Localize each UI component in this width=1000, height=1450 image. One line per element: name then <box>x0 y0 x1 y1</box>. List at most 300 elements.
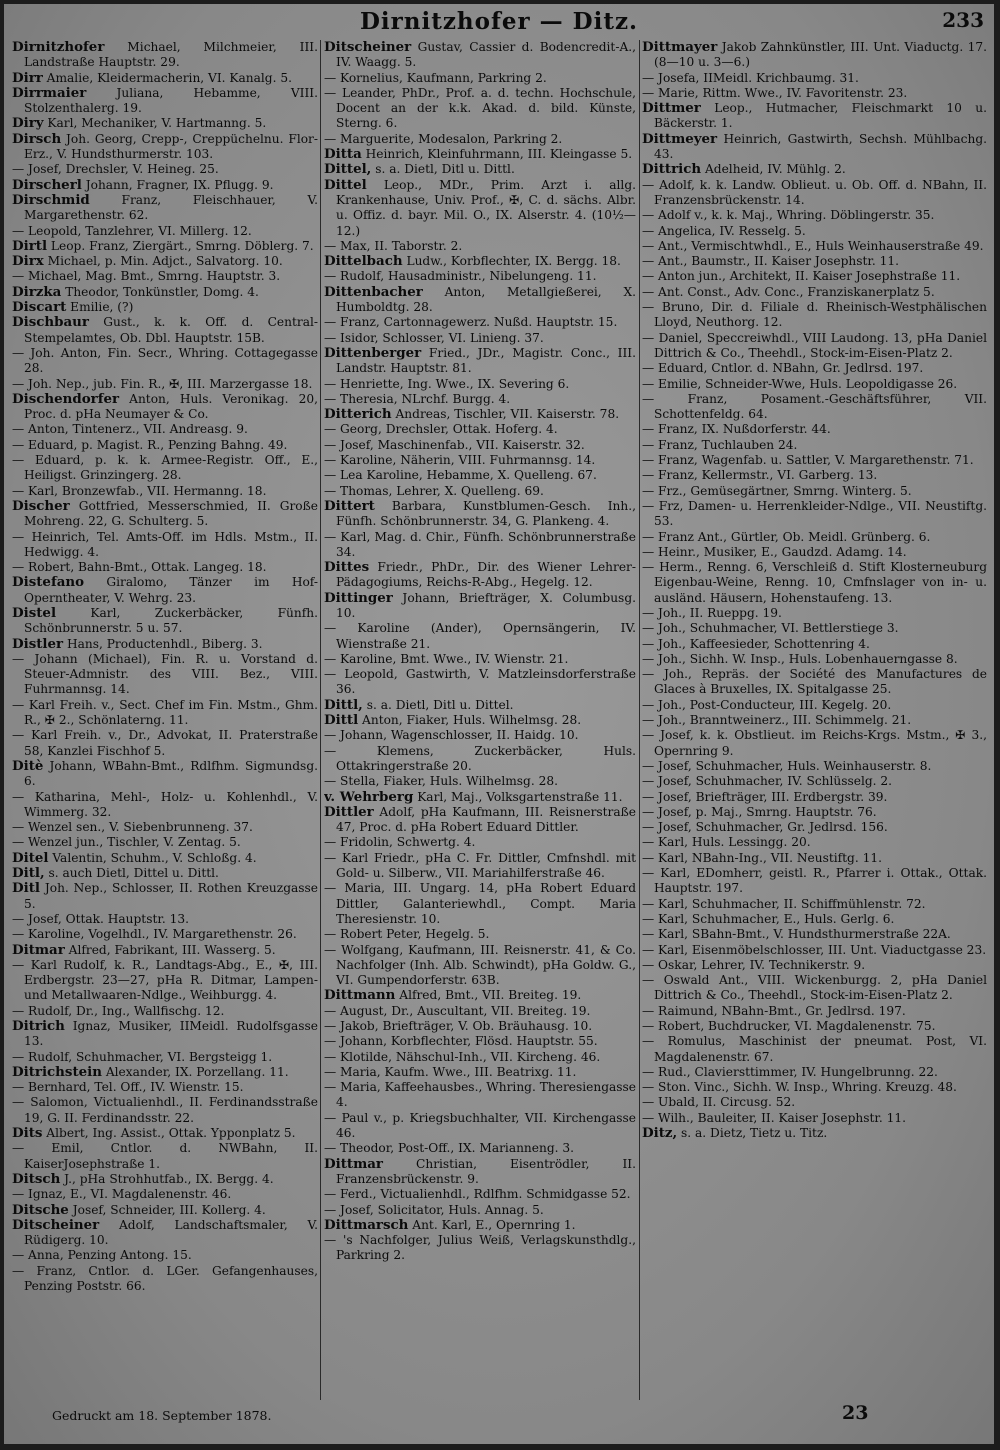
directory-entry <box>324 1187 636 1202</box>
directory-entry <box>12 1203 318 1218</box>
entry-surname: Diry <box>12 115 44 132</box>
entry-details: — Maria, Kaufm. Wwe., III. Beatrixg. 11. <box>324 1064 577 1079</box>
directory-entry <box>12 1019 318 1050</box>
entry-details: — Josef, Schuhmacher, Huls. Weinhauserstr. 8. <box>642 758 932 773</box>
directory-entry <box>324 484 636 499</box>
directory-entry <box>324 927 636 942</box>
directory-entry <box>324 377 636 392</box>
directory-entry <box>12 178 318 193</box>
entry-details: — Franz Ant., Gürtler, Ob. Meidl. Grünberg. 6. <box>642 529 931 544</box>
directory-entry <box>12 71 318 86</box>
entry-surname: Ditterich <box>324 406 392 423</box>
entry-details: — Joh. Anton, Fin. Secr., Whring. Cottagegasse 28. <box>12 345 318 376</box>
directory-entry <box>642 101 987 132</box>
entry-surname: Ditta <box>324 146 362 163</box>
directory-entry <box>12 346 318 377</box>
directory-entry <box>642 637 987 652</box>
entry-details: — Karl, EDomherr, geistl. R., Pfarrer i. Ottak., Ottak. Hauptstr. 197. <box>642 866 987 896</box>
directory-entry <box>12 759 318 790</box>
directory-entry <box>324 1004 636 1019</box>
entry-details: — Franz, Kellermstr., VI. Garberg. 13. <box>642 468 878 483</box>
entry-details: Heinrich, Gastwirth, Sechsh. Mühlbachg. 43. <box>654 131 987 162</box>
directory-entry <box>324 269 636 284</box>
directory-entry <box>642 331 987 362</box>
entry-details: — Herm., Renng. 6, Verschleiß d. Stift Klosterneuburg Eigenbau-Weine, Renng. 10, Cmfnslager von in- u. ausländ. Häusern, Hohenstaufeng. 13. <box>642 560 987 605</box>
directory-entry <box>324 239 636 254</box>
entry-details: Hans, Productenhdl., Biberg. 3. <box>63 636 263 651</box>
entry-surname: Dirsch <box>12 130 62 147</box>
directory-entry <box>324 285 636 316</box>
directory-entry <box>324 1034 636 1049</box>
directory-entry <box>12 453 318 484</box>
entry-details: Alfred, Bmt., VII. Breiteg. 19. <box>395 988 582 1003</box>
directory-entry <box>642 499 987 530</box>
entry-details: — Kornelius, Kaufmann, Parkring 2. <box>324 70 547 85</box>
directory-entry <box>642 239 987 254</box>
entry-details: — Karl, Schuhmacher, E., Huls. Gerlg. 6. <box>642 911 895 926</box>
entry-details: Johann, Fragner, IX. Pflugg. 9. <box>81 177 274 192</box>
directory-entry <box>12 881 318 912</box>
entry-details: Anton, Huls. Veronikag. 20, Proc. d. pHa Neumayer & Co. <box>24 391 318 422</box>
entry-details: Johann, WBahn-Bmt., Rdlfhm. Sigmundsg. 6. <box>24 758 318 789</box>
entry-surname: Dittel, <box>324 161 372 178</box>
entry-details: — Oskar, Lehrer, IV. Technikerstr. 9. <box>642 957 866 972</box>
entry-details: — Joh., Post-Conducteur, III. Kegelg. 20. <box>642 697 892 712</box>
directory-entry <box>642 1034 987 1065</box>
entry-details: — Jakob, Briefträger, V. Ob. Bräuhausg. 10. <box>324 1019 593 1033</box>
entry-surname: Dittler <box>324 803 374 820</box>
directory-entry <box>12 1004 318 1019</box>
entry-surname: Dirtl <box>12 237 48 254</box>
entry-surname: Dirx <box>12 253 44 270</box>
entry-details: — Franz, Tuchlauben 24. <box>642 437 798 452</box>
directory-entry <box>324 1233 636 1264</box>
entry-details: — Heinrich, Tel. Amts-Off. im Hdls. Mstm., II. Hedwigg. 4. <box>12 529 318 559</box>
directory-entry <box>12 652 318 698</box>
directory-entry <box>324 346 636 377</box>
entry-details: — Heinr., Musiker, E., Gaudzd. Adamg. 14. <box>642 544 907 559</box>
entry-surname: Discart <box>12 299 67 316</box>
entry-surname: Ditl, <box>12 865 45 882</box>
entry-details: — Rudolf, Schuhmacher, VI. Bergsteigg 1. <box>12 1049 273 1064</box>
directory-entry <box>324 468 636 483</box>
directory-entry <box>642 438 987 453</box>
directory-entry <box>324 453 636 468</box>
directory-entry <box>324 331 636 346</box>
entry-details: — Josef, Maschinenfab., VII. Kaiserstr. 32. <box>324 437 585 452</box>
entry-surname: Dittl, <box>324 696 363 713</box>
entry-surname: Dirr <box>12 69 43 86</box>
entry-surname: Ditrichstein <box>12 1063 102 1080</box>
entry-details: — Fridolin, Schwertg. 4. <box>324 835 476 850</box>
directory-entry <box>324 713 636 728</box>
entry-details: — Paul v., p. Kriegsbuchhalter, VII. Kirchengasse 46. <box>324 1110 636 1141</box>
entry-details: Anton, Metallgießerei, X. Humboldtg. 28. <box>336 284 636 315</box>
entry-details: — Karl, SBahn-Bmt., V. Hundsthurmerstraße 22A. <box>642 927 951 942</box>
entry-details: — Henriette, Ing. Wwe., IX. Severing 6. <box>324 376 570 391</box>
directory-entry <box>324 621 636 652</box>
directory-entry <box>12 820 318 835</box>
directory-entry <box>642 224 987 239</box>
directory-entry <box>324 560 636 591</box>
entry-details: — Joh. Nep., jub. Fin. R., ✠, III. Marzergasse 18. <box>12 376 313 391</box>
directory-column-middle <box>324 40 636 1392</box>
entry-details: Emilie, (?) <box>66 300 134 315</box>
entry-details: — Daniel, Speccreiwhdl., VIII Laudong. 13, pHa Daniel Dittrich & Co., Theehdl., Stock-im-Eisen-Platz 2. <box>642 330 987 360</box>
directory-entry <box>642 790 987 805</box>
directory-entry <box>12 224 318 239</box>
entry-surname: Dittelbach <box>324 253 403 270</box>
directory-entry <box>642 162 987 177</box>
entry-details: — Ubald, II. Circusg. 52. <box>642 1095 796 1110</box>
directory-entry <box>12 116 318 131</box>
directory-column-right <box>642 40 987 1392</box>
entry-details: — Georg, Drechsler, Ottak. Hoferg. 4. <box>324 422 558 437</box>
directory-entry <box>324 422 636 437</box>
directory-entry <box>12 254 318 269</box>
entry-details: Michael, Milchmeier, III. Landstraße Hauptstr. 29. <box>24 40 318 70</box>
directory-entry <box>324 591 636 622</box>
directory-entry <box>642 468 987 483</box>
entry-details: Adolf, Landschaftsmaler, V. Rüdigerg. 10. <box>24 1217 318 1248</box>
directory-entry <box>12 499 318 530</box>
page-number: 233 <box>942 8 984 32</box>
directory-entry <box>324 744 636 775</box>
entry-details: — Karoline, Näherin, VIII. Fuhrmannsg. 14. <box>324 453 596 468</box>
directory-entry <box>642 1095 987 1110</box>
directory-entry <box>324 652 636 667</box>
entry-surname: Dits <box>12 1125 43 1142</box>
entry-details: — Karl, Mag. d. Chir., Fünfh. Schönbrunnerstraße 34. <box>324 529 636 559</box>
directory-entry <box>324 178 636 239</box>
entry-details: s. a. Dietz, Tietz u. Titz. <box>677 1126 828 1141</box>
entry-surname: Ditè <box>12 757 44 774</box>
directory-entry <box>642 728 987 759</box>
entry-surname: Dischbaur <box>12 314 89 331</box>
directory-entry <box>642 71 987 86</box>
entry-details: Adolf, pHa Kaufmann, III. Reisnerstraße 47, Proc. d. pHa Robert Eduard Dittler. <box>336 804 636 835</box>
entry-details: s. a. Dietl, Ditl u. Dittel. <box>362 697 514 712</box>
entry-surname: Dirschmid <box>12 191 90 208</box>
directory-entry <box>12 132 318 163</box>
entry-surname: Dittmayer <box>642 40 718 55</box>
directory-entry <box>324 1080 636 1111</box>
directory-entry <box>12 927 318 942</box>
directory-entry <box>642 866 987 897</box>
directory-entry <box>642 392 987 423</box>
entry-details: — Romulus, Maschinist der pneumat. Post, VI. Magdalenenstr. 67. <box>642 1034 987 1064</box>
entry-surname: Dischendorfer <box>12 390 120 407</box>
entry-details: Leop., MDr., Prim. Arzt i. allg. Krankenhause, Univ. Prof., ✠, C. d. sächs. Albr. u. Offiz. d. bayr. Mil. O., IX. Alserstr. 4. (10½—12.) <box>336 177 636 238</box>
entry-details: Ludw., Korbflechter, IX. Bergg. 18. <box>402 254 621 269</box>
entry-details: — Karl Freih. v., Sect. Chef im Fin. Mstm., Ghm. R., ✠ 2., Schönlaterng. 11. <box>12 697 318 728</box>
directory-entry <box>642 132 987 163</box>
entry-details: — Wenzel jun., Tischler, V. Zentag. 5. <box>12 835 241 850</box>
entry-surname: Dittmar <box>324 1155 383 1172</box>
directory-entry <box>12 392 318 423</box>
directory-entry <box>642 759 987 774</box>
entry-details: Ignaz, Musiker, IIMeidl. Rudolfsgasse 13. <box>24 1019 318 1049</box>
directory-entry <box>324 1065 636 1080</box>
directory-entry <box>12 943 318 958</box>
entry-details: — Bernhard, Tel. Off., IV. Wienstr. 15. <box>12 1080 244 1095</box>
directory-entry <box>324 254 636 269</box>
directory-entry <box>12 1141 318 1172</box>
entry-details: — Wenzel sen., V. Siebenbrunneng. 37. <box>12 820 253 835</box>
entry-details: — Josef, Solicitator, Huls. Annag. 5. <box>324 1202 544 1217</box>
entry-details: Johann, Briefträger, X. Columbusg. 10. <box>336 590 636 620</box>
entry-details: Jakob Zahnkünstler, III. Unt. Viaductg. 17. (8—10 u. 3—6.) <box>654 40 987 70</box>
directory-entry <box>12 300 318 315</box>
directory-entry <box>642 269 987 284</box>
entry-details: — Josef, Ottak. Hauptstr. 13. <box>12 911 189 926</box>
directory-entry <box>642 208 987 223</box>
directory-entry <box>12 1095 318 1126</box>
entry-details: — Joh., Repräs. der Société des Manufactures de Glaces à Bruxelles, IX. Spitalgasse 25. <box>642 667 987 697</box>
directory-entry <box>642 774 987 789</box>
directory-entry <box>12 958 318 1004</box>
entry-details: — Ant. Const., Adv. Conc., Franziskanerplatz 5. <box>642 284 935 299</box>
directory-entry <box>324 805 636 836</box>
directory-entry <box>12 1050 318 1065</box>
entry-details: — Wilh., Bauleiter, II. Kaiser Josephstr. 11. <box>642 1110 906 1125</box>
entry-details: Ant. Karl, E., Opernring 1. <box>408 1217 576 1232</box>
entry-details: — Karoline, Bmt. Wwe., IV. Wienstr. 21. <box>324 651 569 666</box>
entry-details: Friedr., PhDr., Dir. des Wiener Lehrer-Pädagogiums, Reichs-R-Abg., Hegelg. 12. <box>336 560 636 590</box>
directory-entry <box>642 285 987 300</box>
column-divider <box>639 40 640 1400</box>
entry-details: — Johann, Wagenschlosser, II. Haidg. 10. <box>324 728 579 743</box>
entry-details: — Karoline, Vogelhdl., IV. Margarethenstr. 26. <box>12 927 297 942</box>
directory-entry <box>12 1218 318 1249</box>
directory-entry <box>12 1264 318 1295</box>
directory-entry <box>12 1187 318 1202</box>
entry-details: Heinrich, Kleinfuhrmann, III. Kleingasse 5. <box>361 147 633 162</box>
column-divider <box>320 40 321 1400</box>
entry-details: — Maria, Kaffeehausbes., Whring. Theresiengasse 4. <box>324 1080 636 1110</box>
entry-details: Josef, Schneider, III. Kollerg. 4. <box>68 1202 266 1217</box>
directory-entry <box>642 698 987 713</box>
entry-details: — Joh., Kaffeesieder, Schottenring 4. <box>642 636 870 651</box>
page-title: Dirnitzhofer — Ditz. <box>359 8 639 35</box>
directory-entry <box>642 484 987 499</box>
entry-details: — Raimund, NBahn-Bmt., Gr. Jedlrsd. 197. <box>642 1003 906 1018</box>
directory-entry <box>12 438 318 453</box>
entry-surname: Dittes <box>324 559 370 576</box>
entry-details: Barbara, Kunstblumen-Gesch. Inh., Fünfh. Schönbrunnerstr. 34, G. Plankeng. 4. <box>336 498 636 529</box>
directory-entry <box>324 835 636 850</box>
entry-details: Alfred, Fabrikant, III. Wasserg. 5. <box>64 942 276 957</box>
entry-details: — Bruno, Dir. d. Filiale d. Rheinisch-Westphälischen Lloyd, Neuthorg. 12. <box>642 300 987 330</box>
directory-entry <box>12 606 318 637</box>
entry-surname: Dittinger <box>324 589 393 606</box>
entry-details: — Josef, Schuhmacher, Gr. Jedlrsd. 156. <box>642 820 888 835</box>
entry-surname: Ditl <box>12 880 40 897</box>
directory-entry <box>12 162 318 177</box>
directory-entry <box>324 1157 636 1188</box>
directory-entry <box>642 86 987 101</box>
entry-details: — Klemens, Zuckerbäcker, Huls. Ottakringerstraße 20. <box>324 743 636 773</box>
directory-entry <box>12 866 318 881</box>
entry-details: — Karl Rudolf, k. R., Landtags-Abg., E., ✠, III. Erdbergstr. 23—27, pHa R. Ditmar, Lampen- und Metallwaaren-Ndlge., Weihburgg. 4. <box>12 957 318 1003</box>
entry-details: — Katharina, Mehl-, Holz- u. Kohlenhdl., V. Wimmerg. 32. <box>12 789 318 819</box>
entry-details: — Frz., Gemüsegärtner, Smrng. Winterg. 5. <box>642 483 912 498</box>
entry-surname: Ditel <box>12 849 49 866</box>
directory-entry <box>12 530 318 561</box>
entry-surname: Ditz, <box>642 1125 678 1142</box>
entry-details: Fried., JDr., Magistr. Conc., III. Landstr. Hauptstr. 81. <box>336 345 636 376</box>
directory-entry <box>642 943 987 958</box>
directory-entry <box>12 637 318 652</box>
entry-details: — Leopold, Tanzlehrer, VI. Millerg. 12. <box>12 223 252 238</box>
directory-entry <box>324 1218 636 1233</box>
entry-details: — Eduard, Cntlor. d. NBahn, Gr. Jedlrsd. 197. <box>642 361 924 376</box>
entry-details: — Frz, Damen- u. Herrenkleider-Ndlge., VII. Neustiftg. 53. <box>642 498 987 529</box>
entry-details: — Klotilde, Nähschul-Inh., VII. Kircheng. 46. <box>324 1049 601 1064</box>
directory-entry <box>324 438 636 453</box>
entry-details: — Robert, Bahn-Bmt., Ottak. Langeg. 18. <box>12 560 267 575</box>
entry-details: — Karl, NBahn-Ing., VII. Neustiftg. 11. <box>642 850 882 865</box>
entry-details: — Karl Friedr., pHa C. Fr. Dittler, Cmfnshdl. mit Gold- u. Silberw., VII. Mariahilferstraße 46. <box>324 850 636 881</box>
entry-details: — Johann, Korbflechter, Flösd. Hauptstr. 55. <box>324 1034 598 1049</box>
directory-entry <box>324 851 636 882</box>
entry-details: Juliana, Hebamme, VIII. Stolzenthalerg. 19. <box>24 85 318 116</box>
entry-details: Gottfried, Messerschmied, II. Große Mohreng. 22, G. Schulterg. 5. <box>24 498 318 529</box>
entry-details: — Josefa, IIMeidl. Krichbaumg. 31. <box>642 70 859 85</box>
entry-details: Andreas, Tischler, VII. Kaiserstr. 78. <box>391 407 620 422</box>
directory-entry <box>12 912 318 927</box>
entry-details: Gustav, Cassier d. Bodencredit-A., IV. Waagg. 5. <box>336 40 636 70</box>
entry-surname: Dittenbacher <box>324 283 423 300</box>
entry-details: — Karl, Huls. Lessingg. 20. <box>642 835 811 850</box>
entry-surname: Dittenberger <box>324 344 422 361</box>
entry-details: — Ferd., Victualienhdl., Rdlfhm. Schmidgasse 52. <box>324 1187 631 1202</box>
directory-entry <box>642 851 987 866</box>
directory-entry <box>324 988 636 1003</box>
directory-entry <box>324 698 636 713</box>
entry-details: — Rud., Claviersttimmer, IV. Hungelbrunng. 22. <box>642 1064 938 1079</box>
entry-details: — Joh., II. Rueppg. 19. <box>642 605 782 620</box>
directory-entry <box>12 728 318 759</box>
entry-details: Karl, Zuckerbäcker, Fünfh. Schönbrunnerstr. 5 u. 57. <box>24 605 318 636</box>
directory-entry <box>324 881 636 927</box>
entry-details: — Franz, Cntlor. d. LGer. Gefangenhauses, Penzing Poststr. 66. <box>12 1263 318 1294</box>
entry-details: — Emil, Cntlor. d. NWBahn, II. KaiserJosephstraße 1. <box>12 1141 318 1171</box>
directory-entry <box>12 851 318 866</box>
directory-entry <box>324 728 636 743</box>
entry-details: — Emilie, Schneider-Wwe, Huls. Leopoldigasse 26. <box>642 376 958 391</box>
entry-surname: Dittel <box>324 176 367 193</box>
entry-surname: Dittrich <box>642 161 702 178</box>
directory-entry <box>642 973 987 1004</box>
entry-details: Leop. Franz, Ziergärt., Smrng. Döblerg. 7. <box>47 238 314 253</box>
directory-page <box>4 4 994 1444</box>
entry-details: — Joh., Schuhmacher, VI. Bettlerstiege 3. <box>642 621 899 636</box>
entry-surname: Ditrich <box>12 1018 65 1034</box>
directory-entry <box>642 912 987 927</box>
directory-entry <box>642 300 987 331</box>
entry-details: Karl, Mechaniker, V. Hartmanng. 5. <box>43 116 267 131</box>
entry-details: s. a. Dietl, Ditl u. Dittl. <box>371 162 515 177</box>
directory-entry <box>324 132 636 147</box>
entry-details: — Isidor, Schlosser, VI. Linieng. 37. <box>324 330 544 345</box>
entry-details: Adelheid, IV. Mühlg. 2. <box>701 162 846 177</box>
entry-details: — Max, II. Taborstr. 2. <box>324 238 463 253</box>
directory-entry <box>12 698 318 729</box>
directory-entry <box>324 530 636 561</box>
entry-details: — Robert, Buchdrucker, VI. Magdalenenstr. 75. <box>642 1019 936 1033</box>
entry-surname: Distel <box>12 604 57 621</box>
directory-entry <box>642 1019 987 1034</box>
entry-details: Anton, Fiaker, Huls. Wilhelmsg. 28. <box>358 713 582 728</box>
directory-entry <box>642 606 987 621</box>
directory-entry <box>642 40 987 71</box>
directory-entry <box>324 407 636 422</box>
directory-entry <box>12 422 318 437</box>
directory-entry <box>642 713 987 728</box>
entry-details: — Josef, Drechsler, V. Heineg. 25. <box>12 162 219 177</box>
directory-entry <box>324 1141 636 1156</box>
entry-surname: Dittmann <box>324 987 396 1004</box>
directory-entry <box>12 484 318 499</box>
entry-details: — Stella, Fiaker, Huls. Wilhelmsg. 28. <box>324 774 558 789</box>
entry-details: Karl, Maj., Volksgartenstraße 11. <box>413 789 623 804</box>
entry-details: — Angelica, IV. Resselg. 5. <box>642 223 806 238</box>
directory-entry <box>12 377 318 392</box>
directory-entry <box>642 422 987 437</box>
directory-entry <box>324 86 636 132</box>
entry-details: — Theodor, Post-Off., IX. Marianneng. 3. <box>324 1141 575 1156</box>
entry-details: — Anton jun., Architekt, II. Kaiser Josephstraße 11. <box>642 269 961 284</box>
directory-entry <box>12 1248 318 1263</box>
directory-entry <box>642 805 987 820</box>
directory-entry <box>12 193 318 224</box>
directory-entry <box>324 1019 636 1034</box>
entry-details: — Theresia, NLrchf. Burgg. 4. <box>324 391 511 406</box>
entry-details: — Ston. Vinc., Sichh. W. Insp., Whring. Kreuzg. 48. <box>642 1080 957 1095</box>
directory-entry <box>642 897 987 912</box>
entry-surname: Ditsch <box>12 1170 61 1187</box>
entry-details: — Adolf, k. k. Landw. Oblieut. u. Ob. Off. d. NBahn, II. Franzensbrückenstr. 14. <box>642 177 987 207</box>
entry-details: — Wolfgang, Kaufmann, III. Reisnerstr. 41, & Co. Nachfolger (Inh. Alb. Schwindt), pHa Goldw. G., VI. Gumpendorferstr. 63B. <box>324 942 636 988</box>
entry-details: — Ignaz, E., VI. Magdalenenstr. 46. <box>12 1187 232 1202</box>
entry-details: — Maria, III. Ungarg. 14, pHa Robert Eduard Dittler, Galanteriewhdl., Compt. Maria Theresienstr. 10. <box>324 881 636 926</box>
directory-entry <box>642 560 987 606</box>
directory-entry <box>642 958 987 973</box>
entry-details: Joh. Georg, Crepp-, Creppüchelnu. Flor-Erz., V. Hundsthurmerstr. 103. <box>24 131 318 162</box>
directory-entry <box>324 667 636 698</box>
entry-details: — Karl, Eisenmöbelschlosser, III. Unt. Viaductgasse 23. <box>642 942 987 957</box>
entry-details: — Franz, Posament.-Geschäftsführer, VII. Schottenfeldg. 64. <box>642 391 987 422</box>
entry-details: Giralomo, Tänzer im Hof-Operntheater, V. Wehrg. 23. <box>24 575 318 605</box>
entry-details: — Karl, Schuhmacher, II. Schiffmühlenstr. 72. <box>642 896 926 911</box>
entry-details: — Joh., Sichh. W. Insp., Huls. Lobenhauerngasse 8. <box>642 651 958 666</box>
directory-entry <box>642 1111 987 1126</box>
entry-surname: Ditscheiner <box>324 40 412 55</box>
directory-entry <box>324 1111 636 1142</box>
entry-details: Gust., k. k. Off. d. Central-Stempelamtes, Ob. Dbl. Hauptstr. 15B. <box>24 315 318 345</box>
entry-surname: Ditmar <box>12 941 65 958</box>
entry-surname: Dirzka <box>12 283 62 300</box>
entry-details: Alexander, IX. Porzellang. 11. <box>101 1064 289 1079</box>
entry-surname: Ditsche <box>12 1201 69 1218</box>
entry-surname: v. Wehrberg <box>324 788 414 805</box>
entry-details: — Marie, Rittm. Wwe., IV. Favoritenstr. 23. <box>642 85 908 100</box>
entry-surname: Dittmarsch <box>324 1216 409 1233</box>
entry-details: — Joh., Branntweinerz., III. Schimmelg. 21. <box>642 713 912 728</box>
entry-details: — Franz, IX. Nußdorferstr. 44. <box>642 422 831 437</box>
directory-entry <box>324 162 636 177</box>
